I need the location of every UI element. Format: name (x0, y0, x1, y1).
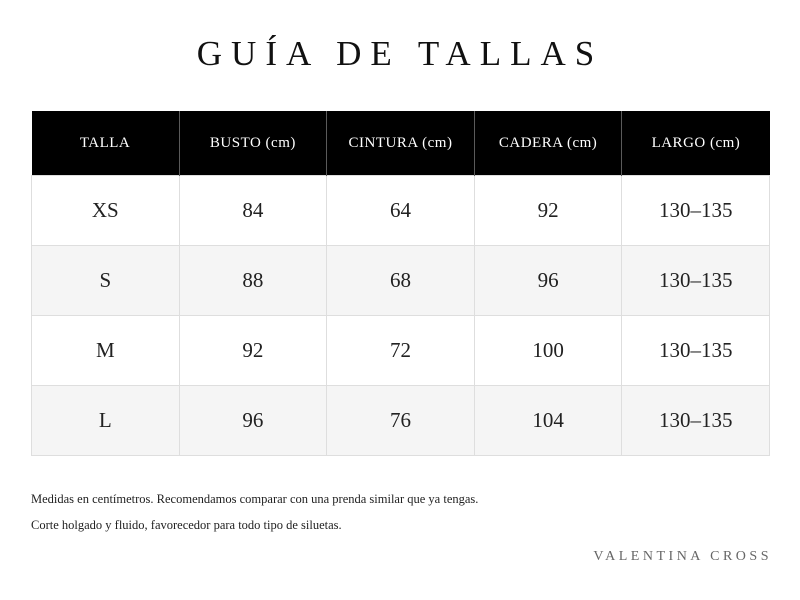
cell-busto: 96 (179, 386, 327, 456)
cell-size: M (32, 316, 180, 386)
fit-note: Corte holgado y fluido, favorecedor para todo tipo de siluetas. (31, 518, 342, 532)
table-row (32, 386, 770, 456)
cell-size: L (32, 386, 180, 456)
table-row (32, 176, 770, 246)
cell-busto: 84 (179, 176, 327, 246)
table-body (32, 176, 770, 456)
cell-largo: 130–135 (622, 246, 770, 316)
table-header (32, 111, 770, 176)
cell-largo: 130–135 (622, 316, 770, 386)
cell-size: S (32, 246, 180, 316)
cell-cintura: 72 (327, 316, 475, 386)
header-row (32, 111, 770, 176)
cell-cadera: 104 (474, 386, 622, 456)
cell-largo: 130–135 (622, 386, 770, 456)
table-row (32, 246, 770, 316)
page-title: GUÍA DE TALLAS (196, 34, 604, 73)
header-cadera: CADERA (cm) (474, 111, 622, 176)
brand-name: VALENTINA CROSS (593, 549, 772, 564)
size-chart (31, 111, 770, 456)
cell-cadera: 92 (474, 176, 622, 246)
header-largo: LARGO (cm) (622, 111, 770, 176)
size-table (31, 111, 770, 456)
cell-largo: 130–135 (622, 176, 770, 246)
cell-cadera: 100 (474, 316, 622, 386)
cell-busto: 88 (179, 246, 327, 316)
cell-cintura: 76 (327, 386, 475, 456)
cell-busto: 92 (179, 316, 327, 386)
cell-cintura: 68 (327, 246, 475, 316)
header-busto: BUSTO (cm) (179, 111, 327, 176)
cell-cadera: 96 (474, 246, 622, 316)
cell-cintura: 64 (327, 176, 475, 246)
header-cintura: CINTURA (cm) (327, 111, 475, 176)
table-row (32, 316, 770, 386)
cell-size: XS (32, 176, 180, 246)
measurement-note: Medidas en centímetros. Recomendamos comparar con una prenda similar que ya tengas. (31, 492, 479, 506)
header-talla: TALLA (32, 111, 180, 176)
